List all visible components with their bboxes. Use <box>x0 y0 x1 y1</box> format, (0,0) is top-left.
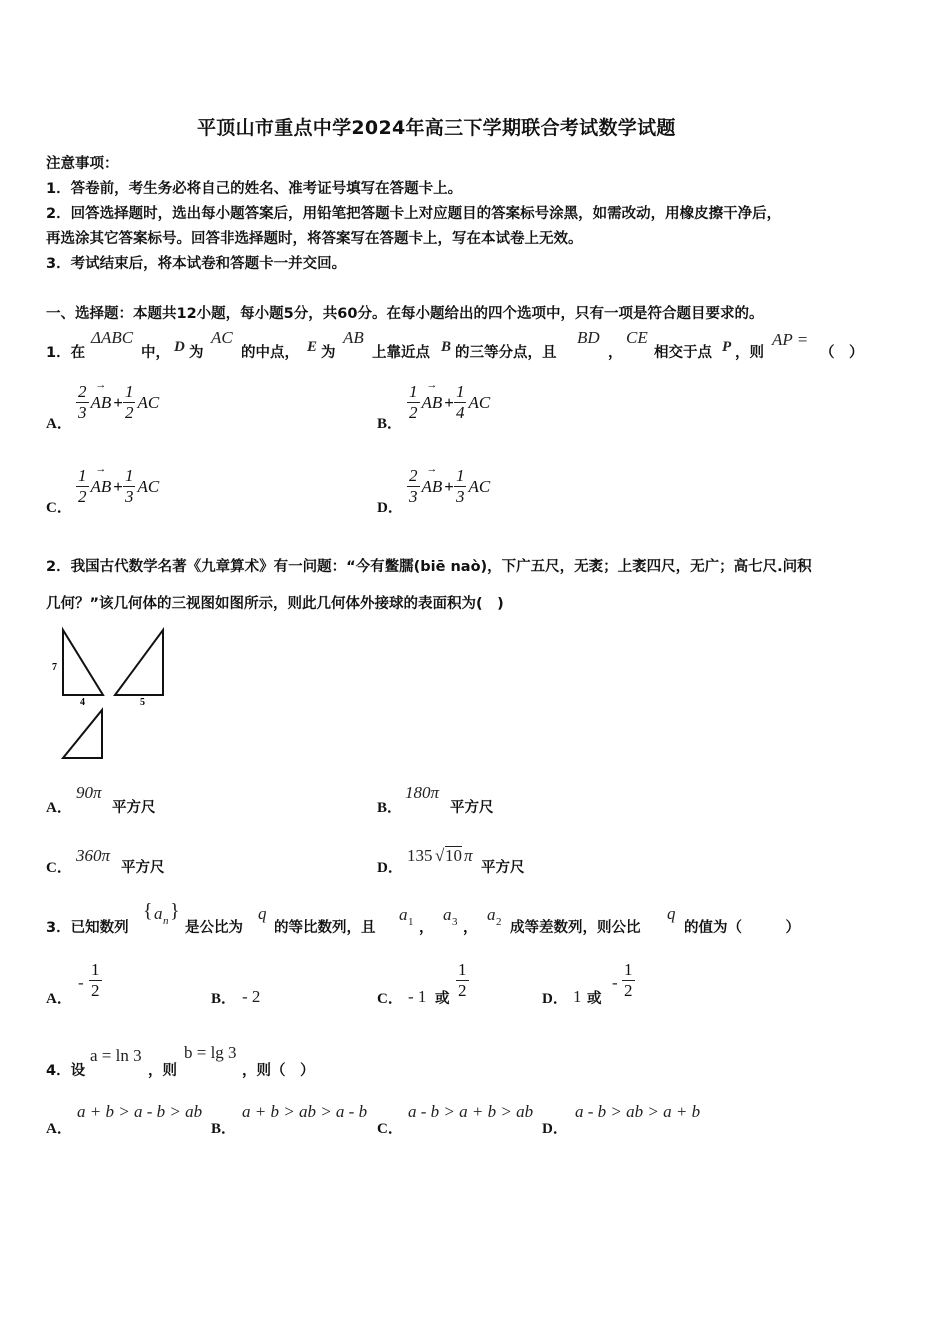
fraction: $\frac{2}{3}$ <box>409 466 418 506</box>
fraction: $\frac{1}{2}$ <box>458 960 467 1000</box>
notice-item: 1．答卷前，考生务必将自己的姓名、准考证号填写在答题卡上。 <box>46 181 463 197</box>
fraction: $\frac{1}{3}$ <box>455 466 465 506</box>
fraction: $\frac{1}{4}$ <box>455 382 465 422</box>
front-view-triangle <box>63 630 103 695</box>
fraction: $\frac{1}{3}$ <box>124 466 134 506</box>
notice-item: 2．回答选择题时，选出每小题答案后，用铅笔把答题卡上对应题目的答案标号涂黑，如需改动，用橡皮擦干净后， <box>46 206 782 222</box>
page-title: 平顶山市重点中学2024年高三下学期联合考试数学试题 <box>197 117 676 139</box>
fraction: $\frac{1}{2}$ <box>91 960 100 1000</box>
three-view-figure <box>46 625 176 765</box>
question-2-line1: 2．我国古代数学名著《九章算术》有一问题：“今有鳖臑(biē naò)，下广五尺，无袤；上袤四尺，无广；高七尺.问积 <box>46 559 812 575</box>
notice-heading: 注意事项： <box>46 156 119 172</box>
fraction: $\frac{1}{2}$ <box>78 466 87 506</box>
fraction: $\frac{1}{2}$ <box>624 960 633 1000</box>
fraction: $\frac{1}{2}$ <box>124 382 134 422</box>
notice-item: 3．考试结束后，将本试卷和答题卡一并交回。 <box>46 256 347 272</box>
exam-page: 平顶山市重点中学2024年高三下学期联合考试数学试题 注意事项： 1．答卷前，考生务必将自己的姓名、准考证号填写在答题卡上。 2．回答选择题时，选出每小题答案后，用铅笔把答题卡上对应题目的答案标号涂黑，如需改动，用橡皮擦干净后， 再选涂其它答案标号。回答非选择题时，将答案写在答题卡上，写在本试卷上无效。 3．考试结束后，将本试卷和答题卡一并交回。 一、选择题：本题共12小题，每小题5分，共60分。在每小题给出的四个选项中，只有一项是符合题目要求的。 1．在 ΔABC 中， D 为 AC 的中点， E 为 AB 上靠近点 B 的三等分点，且 BD ， CE 相交于点 P ，则 AP = （ ） A． $\frac{2}{3}$ → AB + $\frac{1}{2}$ AC B． $\frac{1}{2}$ → AB + $\frac{1}{4}$ AC C． $\frac{1}{2}$ → AB + $\frac{1}{3}$ AC D． $\frac{2}{3}$ → AB + $\frac{1}{3}$ AC 2．我国古代数学名著《九章算术》有一问题：“今有鳖臑(biē naò)，下广五尺，无袤；上袤四尺，无广；高七尺.问积 几何？”该几何体的三视图如图所示，则此几何体外接球的表面积为( ) 7 4 5 A． 90π 平方尺 B． 180π 平方尺 C． 360π 平方尺 D． 135 √ 10 π 平方尺 3．已知数列 { a n } 是公比为 q 的等比数列，且 a 1 ， a 3 ， a 2 成等差数列，则公比 q 的值为（ ） A． - $\frac{1}{2}$ B． - 2 C． - 1 或 $\frac{1}{2}$ D． 1 或 - $\frac{1}{2}$ 4．设 a = ln 3 ，则 b = lg 3 ，则（ ） A． a + b > a - b > ab B． a + b > ab > a - b C． a - b > a + b > ab D． a - b > ab > a + b <box>0 0 950 1344</box>
sqrt-symbol: √ <box>435 846 445 865</box>
notice-item: 再选涂其它答案标号。回答非选择题时，将答案写在答题卡上，写在本试卷上无效。 <box>46 231 583 247</box>
fraction: $\frac{1}{2}$ <box>409 382 418 422</box>
width-label: 4 <box>80 697 85 708</box>
width-label: 5 <box>140 697 145 708</box>
top-view-triangle <box>63 710 102 758</box>
side-view-triangle <box>115 630 163 695</box>
height-label: 7 <box>52 662 57 673</box>
fraction: $\frac{2}{3}$ <box>78 382 87 422</box>
question-2-line2: 几何？”该几何体的三视图如图所示，则此几何体外接球的表面积为( ) <box>46 596 504 612</box>
section-heading: 一、选择题：本题共12小题，每小题5分，共60分。在每小题给出的四个选项中，只有一项是符合题目要求的。 <box>46 306 764 322</box>
